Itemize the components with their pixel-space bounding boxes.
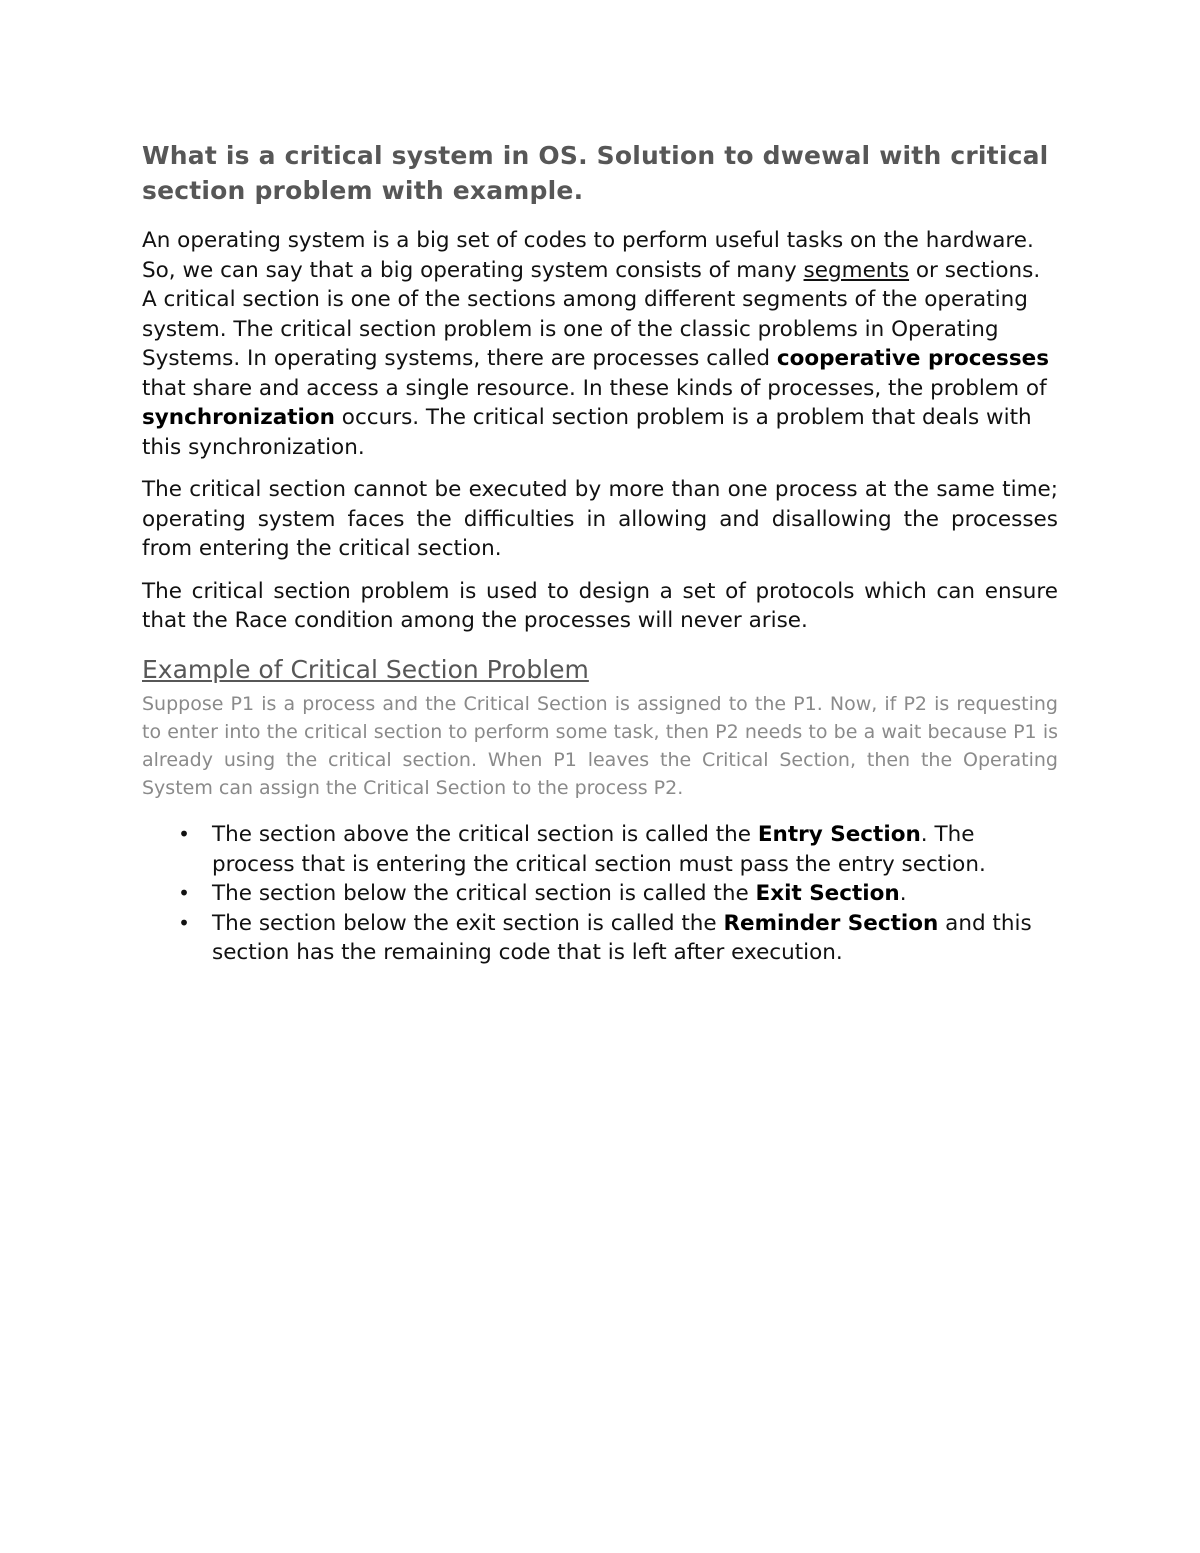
bullet-icon: • (178, 910, 190, 935)
list-item-text: The section below the exit section is called the (212, 910, 724, 936)
example-paragraph: Suppose P1 is a process and the Critical Section is assigned to the P1. Now, if P2 is requesting to enter into the critical section to perform some task, then P2 needs to be a wait because P1 is already using the critical section. When P1 leaves the Critical Section, then the Operating System can assign the Critical Section to the process P2. (142, 692, 1058, 800)
list-item-text: The section above the critical section is called the (212, 822, 758, 848)
intro-text-4: occurs. The critical section problem is a problem that deals with this synchronization. (142, 405, 1032, 460)
synchronization-term: synchronization (142, 405, 335, 430)
intro-text-1: An operating system is a big set of codes to perform useful tasks on the hardware. So, we can say that a big operating system consists of many (142, 228, 1034, 283)
list-item-reminder-section (142, 909, 1058, 968)
list-item-text: . (899, 881, 907, 907)
document-page (142, 138, 1058, 968)
bullet-icon: • (178, 881, 190, 906)
list-item-text: and this section has the remaining code that is left after execution. (212, 910, 1032, 966)
intro-paragraph (142, 226, 1058, 462)
bullet-icon: • (178, 822, 190, 847)
intro-text-3: that share and access a single resource. In these kinds of processes, the problem of (142, 375, 1047, 401)
entry-section-term: Entry Section (757, 822, 921, 848)
intro-text-2: or sections. A critical section is one of the sections among different segments of the operating system. The critical section problem is one of the classic problems in Operating Systems. In operating systems, there are processes called (142, 257, 1041, 371)
list-item-entry-section (142, 820, 1058, 879)
list-item-text: The section below the critical section is called the (212, 881, 756, 907)
cooperative-processes-term: cooperative processes (776, 346, 1050, 371)
reminder-section-term: Reminder Section (723, 910, 939, 936)
exit-section-term: Exit Section (755, 881, 900, 907)
protocols-paragraph: The critical section problem is used to design a set of protocols which can ensure that the Race condition among the processes will never arise. (142, 578, 1058, 633)
segments-term: segments (803, 257, 910, 283)
list-item-text: . The process that is entering the critical section must pass the entry section. (212, 822, 986, 877)
document-title: What is a critical system in OS. Solution to dwewal with critical section problem with example. (142, 141, 1049, 205)
list-item-exit-section (142, 879, 1058, 909)
critical-section-paragraph: The critical section cannot be executed by more than one process at the same time; operating system faces the difficulties in allowing and disallowing the processes from entering the critical section. (142, 477, 1058, 561)
sections-list (142, 820, 1058, 968)
example-heading: Example of Critical Section Problem (142, 654, 589, 684)
